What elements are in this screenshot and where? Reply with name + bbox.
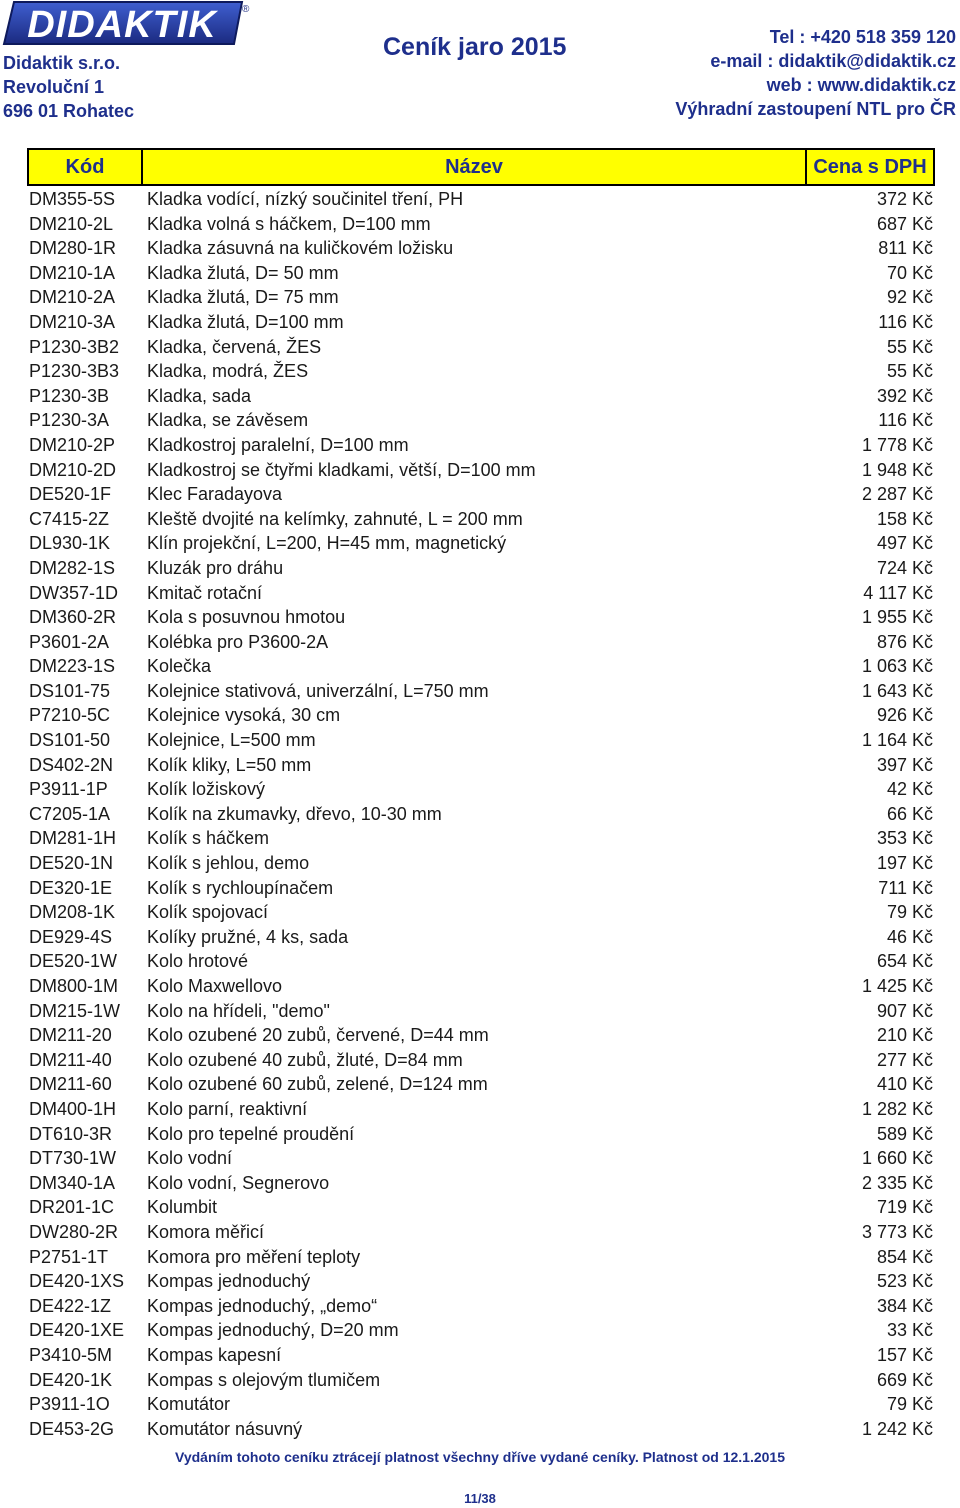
product-code: DM210-2D [29, 459, 117, 480]
product-price: 1 660 Kč [861, 1148, 933, 1169]
table-row [29, 703, 933, 728]
product-price: 79 Kč [886, 1394, 933, 1415]
table-row [29, 802, 933, 827]
product-price: 397 Kč [876, 754, 933, 775]
table-row [29, 728, 933, 753]
product-code: DM340-1A [29, 1172, 116, 1193]
product-name: Kolo na hřídeli, "demo" [147, 1000, 330, 1021]
product-name: Kolík s háčkem [147, 828, 270, 849]
product-name: Kladka zásuvná na kuličkovém ložisku [147, 238, 454, 259]
product-name: Kolík kliky, L=50 mm [147, 754, 312, 775]
company-name: Didaktik s.r.o. [3, 53, 121, 73]
product-price: 116 Kč [878, 410, 933, 431]
product-code: DM281-1H [29, 828, 117, 849]
table-row [29, 925, 933, 950]
table-row [29, 482, 933, 507]
product-price: 876 Kč [876, 631, 933, 652]
product-code: DE929-4S [29, 926, 113, 947]
product-price: 811 Kč [878, 238, 933, 259]
product-name: Komora pro měření teploty [147, 1246, 361, 1267]
didaktik-logo [2, 0, 248, 50]
table-row [29, 1023, 933, 1048]
product-code: DS402-2N [29, 754, 114, 775]
product-price: 1 948 Kč [861, 459, 933, 480]
validity-note: Vydáním tohoto ceníku ztrácejí platnost všechny dříve vydané ceníky. Platnost od 12.1.2015 [175, 1449, 785, 1465]
table-row [29, 900, 933, 925]
table-row [29, 212, 933, 237]
product-price: 70 Kč [886, 262, 933, 283]
product-code: DE420-1K [29, 1369, 113, 1390]
page-number: 11/38 [464, 1491, 496, 1506]
product-name: Kolík ložiskový [147, 779, 266, 800]
product-code: DM210-1A [29, 262, 116, 283]
product-code: P3601-2A [29, 631, 110, 652]
contact-email[interactable]: e-mail : didaktik@didaktik.cz [710, 51, 956, 71]
product-price: 55 Kč [886, 361, 933, 382]
product-price: 719 Kč [876, 1197, 933, 1218]
product-price: 197 Kč [876, 853, 933, 874]
document-title: Ceník jaro 2015 [383, 33, 567, 61]
table-row [29, 1392, 933, 1417]
product-name: Kolejnice vysoká, 30 cm [147, 705, 341, 726]
product-price: 724 Kč [876, 557, 933, 578]
product-code: DM223-1S [29, 656, 116, 677]
table-row [29, 876, 933, 901]
product-price: 907 Kč [876, 1000, 933, 1021]
product-name: Kladkostroj se čtyřmi kladkami, větší, D=100 mm [147, 459, 536, 480]
product-code: DT610-3R [29, 1123, 113, 1144]
table-row [29, 605, 933, 630]
product-code: DM400-1H [29, 1098, 117, 1119]
product-name: Kompas s olejovým tlumičem [147, 1369, 381, 1390]
product-code: DM210-2L [29, 213, 114, 234]
product-price: 1 955 Kč [861, 607, 933, 628]
table-row [29, 1269, 933, 1294]
table-row [29, 1195, 933, 1220]
table-row [29, 581, 933, 606]
product-name: Kleště dvojité na kelímky, zahnuté, L = 200 mm [147, 508, 523, 529]
product-name: Kladka, sada [147, 385, 252, 406]
product-price: 1 778 Kč [861, 434, 933, 455]
product-code: DM355-5S [29, 189, 116, 209]
product-price: 2 335 Kč [861, 1172, 933, 1193]
product-code: C7205-1A [29, 803, 111, 824]
product-code: DM210-2P [29, 434, 116, 455]
table-row [29, 1368, 933, 1393]
product-price: 711 Kč [878, 877, 933, 898]
product-price: 33 Kč [886, 1320, 933, 1341]
product-code: DT730-1W [29, 1148, 117, 1169]
product-price: 1 282 Kč [861, 1098, 933, 1119]
table-row [29, 556, 933, 581]
product-name: Komora měřicí [147, 1221, 265, 1242]
product-code: DM211-20 [29, 1025, 112, 1046]
product-name: Kolejnice, L=500 mm [147, 730, 316, 751]
company-street: Revoluční 1 [3, 77, 105, 97]
product-code: DM215-1W [29, 1000, 121, 1021]
product-price: 92 Kč [886, 287, 933, 308]
product-price: 157 Kč [876, 1344, 933, 1365]
product-name: Kompas kapesní [147, 1344, 282, 1365]
product-name: Kladka, červená, ŽES [147, 336, 322, 357]
table-row [29, 1146, 933, 1171]
product-code: DS101-50 [29, 730, 111, 751]
product-price: 1 164 Kč [861, 730, 933, 751]
product-name: Komutátor [147, 1394, 231, 1415]
product-name: Kolo hrotové [147, 951, 249, 972]
header-code: Kód [27, 148, 143, 186]
svg-text:DIDAKTIK: DIDAKTIK [27, 4, 217, 46]
product-code: P2751-1T [29, 1246, 109, 1267]
product-name: Kluzák pro dráhu [147, 557, 284, 578]
table-row [29, 408, 933, 433]
product-code: P1230-3B2 [29, 336, 120, 357]
product-code: DS101-75 [29, 680, 111, 701]
product-price: 1 242 Kč [861, 1418, 933, 1439]
table-row [29, 1220, 933, 1245]
product-code: DM211-40 [29, 1049, 112, 1070]
product-code: DM280-1R [29, 238, 117, 259]
product-price: 392 Kč [876, 385, 933, 406]
product-code: P1230-3B [29, 385, 110, 406]
product-name: Kolo vodní, Segnerovo [147, 1172, 330, 1193]
product-name: Kmitač rotační [147, 582, 263, 603]
contact-phone: Tel : +420 518 359 120 [769, 27, 956, 47]
product-name: Kolo pro tepelné proudění [147, 1123, 355, 1144]
product-name: Kolečka [147, 656, 212, 677]
header-price: Cena s DPH [805, 148, 935, 186]
product-code: DE420-1XS [29, 1271, 125, 1292]
product-name: Kompas jednoduchý, „demo“ [147, 1295, 378, 1316]
product-code: DM282-1S [29, 557, 116, 578]
product-price: 497 Kč [876, 533, 933, 554]
product-name: Kladkostroj paralelní, D=100 mm [147, 434, 409, 455]
table-row [29, 826, 933, 851]
product-name: Kolejnice stativová, univerzální, L=750 mm [147, 680, 489, 701]
product-code: DM208-1K [29, 902, 116, 923]
product-price: 589 Kč [876, 1123, 933, 1144]
table-row [29, 458, 933, 483]
contact-note: Výhradní zastoupení NTL pro ČR [675, 99, 956, 119]
product-name: Kladka volná s háčkem, D=100 mm [147, 213, 431, 234]
company-address [3, 51, 134, 123]
table-header [27, 148, 935, 186]
product-code: DM360-2R [29, 607, 117, 628]
product-name: Kolo ozubené 20 zubů, červené, D=44 mm [147, 1025, 489, 1046]
table-row [29, 630, 933, 655]
product-code: DE320-1E [29, 877, 113, 898]
product-price: 669 Kč [876, 1369, 933, 1390]
table-row [29, 851, 933, 876]
product-name: Kolo ozubené 60 zubů, zelené, D=124 mm [147, 1074, 488, 1095]
product-name: Kladka žlutá, D=100 mm [147, 311, 344, 332]
table-row [29, 335, 933, 360]
product-code: DM211-60 [29, 1074, 112, 1095]
product-code: DW280-2R [29, 1221, 119, 1242]
product-code: P3410-5M [29, 1344, 113, 1365]
product-code: P1230-3A [29, 410, 110, 431]
product-code: P1230-3B3 [29, 361, 120, 382]
product-price: 210 Kč [876, 1025, 933, 1046]
product-code: DM210-3A [29, 311, 116, 332]
product-price: 1 063 Kč [861, 656, 933, 677]
product-name: Klín projekční, L=200, H=45 mm, magnetický [147, 533, 507, 554]
table-row [29, 974, 933, 999]
product-price: 116 Kč [878, 311, 933, 332]
product-price: 854 Kč [876, 1246, 933, 1267]
svg-text:®: ® [242, 4, 250, 15]
contact-web[interactable]: web : www.didaktik.cz [766, 75, 956, 95]
table-row [29, 261, 933, 286]
product-price: 55 Kč [886, 336, 933, 357]
table-row [29, 753, 933, 778]
product-name: Kolo vodní [147, 1148, 233, 1169]
price-table-body [29, 187, 933, 1441]
product-code: DR201-1C [29, 1197, 115, 1218]
product-price: 2 287 Kč [861, 484, 933, 505]
table-row [29, 949, 933, 974]
header-name: Název [141, 148, 807, 186]
product-name: Kola s posuvnou hmotou [147, 607, 346, 628]
table-row [29, 1318, 933, 1343]
product-price: 277 Kč [876, 1049, 933, 1070]
table-row [29, 1245, 933, 1270]
table-row [29, 384, 933, 409]
product-name: Kolíky pružné, 4 ks, sada [147, 926, 349, 947]
table-row [29, 433, 933, 458]
company-city: 696 01 Rohatec [3, 101, 135, 121]
product-name: Kolo Maxwellovo [147, 976, 283, 996]
product-price: 4 117 Kč [863, 582, 933, 603]
product-code: DM800-1M [29, 976, 119, 996]
table-row [29, 1294, 933, 1319]
product-name: Kolo parní, reaktivní [147, 1098, 308, 1119]
product-name: Kladka vodící, nízký součinitel tření, PH [147, 189, 464, 209]
product-code: P3911-1O [29, 1394, 110, 1415]
table-row [29, 1097, 933, 1122]
contact-block [675, 25, 956, 121]
product-price: 66 Kč [886, 803, 933, 824]
product-price: 384 Kč [876, 1295, 933, 1316]
product-name: Kolík spojovací [147, 902, 269, 923]
table-row [29, 359, 933, 384]
product-price: 1 425 Kč [861, 976, 933, 996]
product-price: 42 Kč [886, 779, 933, 800]
product-price: 353 Kč [876, 828, 933, 849]
product-code: DE520-1F [29, 484, 112, 505]
product-price: 372 Kč [876, 189, 933, 209]
product-name: Klec Faradayova [147, 484, 283, 505]
product-price: 1 643 Kč [861, 680, 933, 701]
table-row [29, 1343, 933, 1368]
product-code: DW357-1D [29, 582, 119, 603]
table-row [29, 654, 933, 679]
table-row [29, 531, 933, 556]
product-price: 46 Kč [886, 926, 933, 947]
product-code: DE453-2G [29, 1418, 115, 1439]
table-row [29, 1072, 933, 1097]
product-price: 926 Kč [876, 705, 933, 726]
product-code: P7210-5C [29, 705, 111, 726]
product-name: Kolumbit [147, 1197, 218, 1218]
product-name: Kolík s jehlou, demo [147, 853, 310, 874]
table-row [29, 236, 933, 261]
table-row [29, 777, 933, 802]
table-row [29, 679, 933, 704]
product-price: 3 773 Kč [861, 1221, 933, 1242]
table-row [29, 187, 933, 212]
product-code: P3911-1P [29, 779, 108, 800]
table-row [29, 999, 933, 1024]
product-price: 654 Kč [876, 951, 933, 972]
product-price: 79 Kč [886, 902, 933, 923]
product-name: Kladka žlutá, D= 50 mm [147, 262, 339, 283]
product-code: DE520-1N [29, 853, 114, 874]
product-name: Kolík s rychloupínačem [147, 877, 334, 898]
table-row [29, 310, 933, 335]
table-row [29, 1048, 933, 1073]
product-name: Kolík na zkumavky, dřevo, 10-30 mm [147, 803, 442, 824]
product-name: Kolo ozubené 40 zubů, žluté, D=84 mm [147, 1049, 463, 1070]
table-row [29, 285, 933, 310]
product-name: Kladka, se závěsem [147, 410, 309, 431]
product-name: Komutátor násuvný [147, 1418, 303, 1439]
product-price: 158 Kč [876, 508, 933, 529]
product-code: DE422-1Z [29, 1295, 112, 1316]
product-code: C7415-2Z [29, 508, 110, 529]
table-row [29, 1171, 933, 1196]
product-price: 410 Kč [876, 1074, 933, 1095]
product-code: DE520-1W [29, 951, 118, 972]
product-name: Kladka žlutá, D= 75 mm [147, 287, 339, 308]
product-name: Kolébka pro P3600-2A [147, 631, 329, 652]
product-name: Kompas jednoduchý [147, 1271, 311, 1292]
table-row [29, 1122, 933, 1147]
table-row [29, 507, 933, 532]
product-price: 687 Kč [876, 213, 933, 234]
product-name: Kladka, modrá, ŽES [147, 361, 309, 382]
product-code: DE420-1XE [29, 1320, 125, 1341]
product-name: Kompas jednoduchý, D=20 mm [147, 1320, 399, 1341]
table-row [29, 1417, 933, 1442]
product-code: DM210-2A [29, 287, 116, 308]
product-code: DL930-1K [29, 533, 111, 554]
product-price: 523 Kč [876, 1271, 933, 1292]
